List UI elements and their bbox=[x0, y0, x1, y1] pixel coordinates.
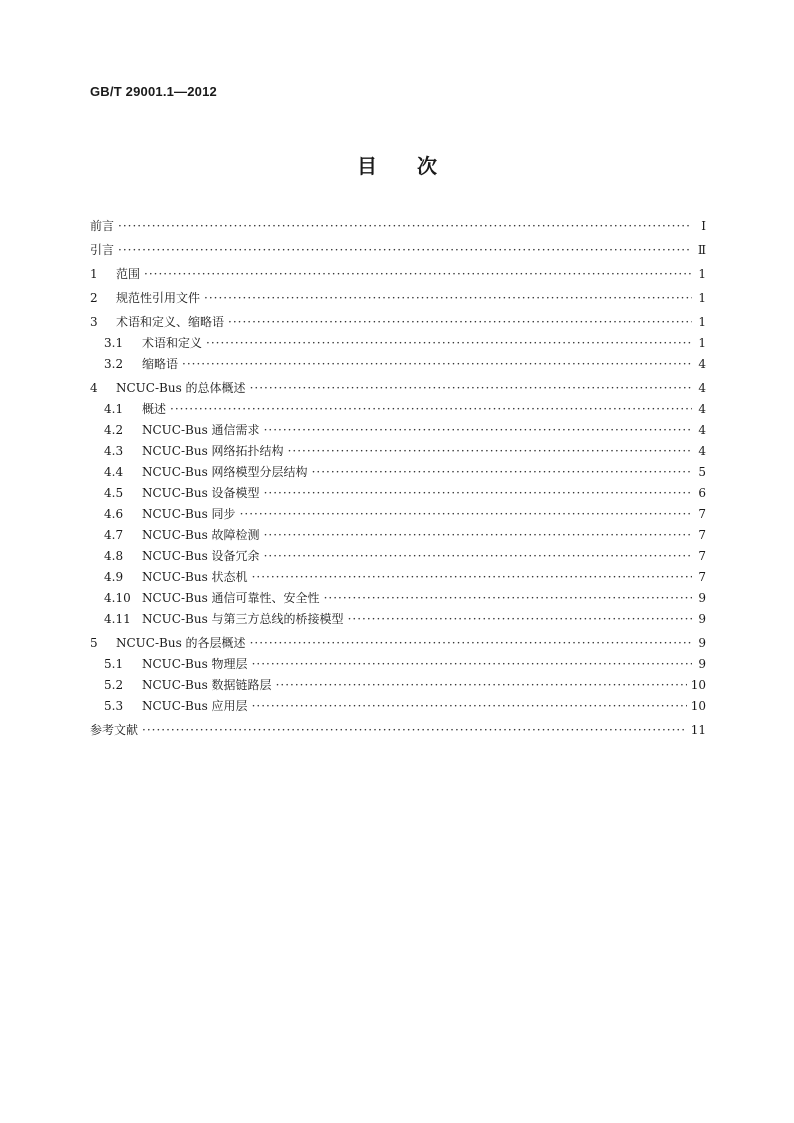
toc-leader-dots bbox=[182, 354, 692, 375]
toc-page-number: 4 bbox=[698, 423, 706, 437]
toc-page-number: 7 bbox=[698, 570, 706, 584]
toc-label: NCUC-Bus 同步 bbox=[142, 507, 236, 521]
toc-number: 4.4 bbox=[104, 465, 124, 479]
toc-leader-dots bbox=[250, 633, 692, 654]
table-of-contents bbox=[90, 216, 706, 741]
toc-entry-1[interactable] bbox=[90, 264, 706, 285]
toc-page-number: 1 bbox=[698, 291, 706, 305]
toc-number: 1 bbox=[90, 267, 98, 281]
toc-leader-dots bbox=[228, 312, 692, 333]
toc-entry-5-2[interactable] bbox=[90, 675, 706, 696]
toc-label: NCUC-Bus 的总体概述 bbox=[116, 381, 246, 395]
toc-leader-dots bbox=[348, 609, 692, 630]
toc-page-number: 4 bbox=[698, 357, 706, 371]
page-title: 目次 bbox=[357, 154, 477, 178]
toc-entry-4-9[interactable] bbox=[90, 567, 706, 588]
toc-leader-dots bbox=[312, 462, 692, 483]
toc-label: 参考文献 bbox=[90, 723, 139, 737]
toc-number: 4.9 bbox=[104, 570, 124, 584]
toc-label: 概述 bbox=[142, 402, 167, 416]
toc-leader-dots bbox=[264, 546, 692, 567]
toc-label: NCUC-Bus 物理层 bbox=[142, 657, 248, 671]
toc-page-number: Ⅰ bbox=[701, 219, 706, 233]
toc-number: 3 bbox=[90, 315, 98, 329]
toc-page-number: 6 bbox=[698, 486, 706, 500]
toc-label: NCUC-Bus 设备冗余 bbox=[142, 549, 260, 563]
toc-leader-dots bbox=[250, 378, 692, 399]
toc-leader-dots bbox=[324, 588, 692, 609]
toc-entry-3-2[interactable] bbox=[90, 354, 706, 375]
toc-entry-references[interactable] bbox=[90, 720, 706, 741]
toc-label: 前言 bbox=[90, 219, 115, 233]
toc-entry-4-7[interactable] bbox=[90, 525, 706, 546]
toc-number: 5 bbox=[90, 636, 98, 650]
toc-number: 4.11 bbox=[104, 612, 131, 626]
toc-page-number: 7 bbox=[698, 528, 706, 542]
toc-leader-dots bbox=[276, 675, 687, 696]
toc-label: 范围 bbox=[116, 267, 141, 281]
toc-label: NCUC-Bus 通信需求 bbox=[142, 423, 260, 437]
toc-leader-dots bbox=[170, 399, 692, 420]
toc-number: 4.2 bbox=[104, 423, 124, 437]
toc-number: 3.2 bbox=[104, 357, 124, 371]
toc-entry-3[interactable] bbox=[90, 312, 706, 333]
toc-label: NCUC-Bus 状态机 bbox=[142, 570, 248, 584]
toc-page-number: 7 bbox=[698, 507, 706, 521]
toc-label: 术语和定义 bbox=[142, 336, 203, 350]
toc-label: 缩略语 bbox=[142, 357, 179, 371]
toc-page-number: 1 bbox=[698, 267, 706, 281]
toc-leader-dots bbox=[240, 504, 692, 525]
toc-label: NCUC-Bus 设备模型 bbox=[142, 486, 260, 500]
toc-leader-dots bbox=[252, 654, 692, 675]
toc-number: 4.3 bbox=[104, 444, 124, 458]
toc-page-number: 10 bbox=[690, 699, 706, 713]
toc-number: 4.10 bbox=[104, 591, 131, 605]
toc-page-number: 4 bbox=[698, 444, 706, 458]
toc-entry-4-8[interactable] bbox=[90, 546, 706, 567]
toc-entry-3-1[interactable] bbox=[90, 333, 706, 354]
toc-leader-dots bbox=[264, 525, 692, 546]
toc-leader-dots bbox=[142, 720, 687, 741]
toc-label: NCUC-Bus 数据链路层 bbox=[142, 678, 272, 692]
toc-entry-4-1[interactable] bbox=[90, 399, 706, 420]
toc-page-number: 4 bbox=[698, 402, 706, 416]
toc-label: NCUC-Bus 与第三方总线的桥接模型 bbox=[142, 612, 344, 626]
toc-leader-dots bbox=[144, 264, 692, 285]
toc-label: 引言 bbox=[90, 243, 115, 257]
toc-label: NCUC-Bus 网络拓扑结构 bbox=[142, 444, 284, 458]
toc-label: 术语和定义、缩略语 bbox=[116, 315, 225, 329]
toc-leader-dots bbox=[252, 696, 687, 717]
toc-leader-dots bbox=[204, 288, 692, 309]
toc-page-number: Ⅱ bbox=[697, 243, 706, 257]
toc-label: NCUC-Bus 网络模型分层结构 bbox=[142, 465, 308, 479]
toc-leader-dots bbox=[264, 420, 692, 441]
toc-number: 4.5 bbox=[104, 486, 124, 500]
toc-number: 4.1 bbox=[104, 402, 124, 416]
toc-entry-4-3[interactable] bbox=[90, 441, 706, 462]
toc-page-number: 9 bbox=[698, 591, 706, 605]
toc-number: 5.2 bbox=[104, 678, 124, 692]
toc-leader-dots bbox=[264, 483, 692, 504]
toc-leader-dots bbox=[288, 441, 692, 462]
toc-page-number: 5 bbox=[698, 465, 706, 479]
toc-entry-4[interactable] bbox=[90, 378, 706, 399]
toc-entry-5-3[interactable] bbox=[90, 696, 706, 717]
toc-leader-dots bbox=[252, 567, 692, 588]
toc-entry-4-2[interactable] bbox=[90, 420, 706, 441]
toc-entry-4-6[interactable] bbox=[90, 504, 706, 525]
toc-number: 4.6 bbox=[104, 507, 124, 521]
toc-entry-4-11[interactable] bbox=[90, 609, 706, 630]
toc-entry-foreword[interactable] bbox=[90, 216, 706, 237]
toc-page-number: 7 bbox=[698, 549, 706, 563]
toc-entry-4-5[interactable] bbox=[90, 483, 706, 504]
toc-number: 4.8 bbox=[104, 549, 124, 563]
toc-number: 3.1 bbox=[104, 336, 124, 350]
toc-label: NCUC-Bus 故障检测 bbox=[142, 528, 260, 542]
toc-entry-4-10[interactable] bbox=[90, 588, 706, 609]
toc-label: NCUC-Bus 通信可靠性、安全性 bbox=[142, 591, 320, 605]
toc-number: 5.3 bbox=[104, 699, 124, 713]
toc-leader-dots bbox=[206, 333, 692, 354]
toc-page-number: 1 bbox=[698, 336, 706, 350]
toc-page-number: 9 bbox=[698, 636, 706, 650]
standard-code: GB/T 29001.1—2012 bbox=[90, 84, 217, 99]
toc-label: NCUC-Bus 应用层 bbox=[142, 699, 248, 713]
toc-number: 5.1 bbox=[104, 657, 124, 671]
toc-entry-5-1[interactable] bbox=[90, 654, 706, 675]
toc-page-number: 9 bbox=[698, 657, 706, 671]
toc-label: 规范性引用文件 bbox=[116, 291, 201, 305]
toc-page-number: 9 bbox=[698, 612, 706, 626]
toc-leader-dots bbox=[118, 216, 692, 237]
toc-page-number: 4 bbox=[698, 381, 706, 395]
toc-number: 4 bbox=[90, 381, 98, 395]
toc-page-number: 11 bbox=[690, 723, 706, 737]
toc-page-number: 1 bbox=[698, 315, 706, 329]
toc-entry-5[interactable] bbox=[90, 633, 706, 654]
toc-number: 2 bbox=[90, 291, 98, 305]
toc-entry-2[interactable] bbox=[90, 288, 706, 309]
toc-entry-introduction[interactable] bbox=[90, 240, 706, 261]
toc-entry-4-4[interactable] bbox=[90, 462, 706, 483]
toc-leader-dots bbox=[118, 240, 692, 261]
toc-number: 4.7 bbox=[104, 528, 124, 542]
toc-page-number: 10 bbox=[690, 678, 706, 692]
toc-label: NCUC-Bus 的各层概述 bbox=[116, 636, 246, 650]
